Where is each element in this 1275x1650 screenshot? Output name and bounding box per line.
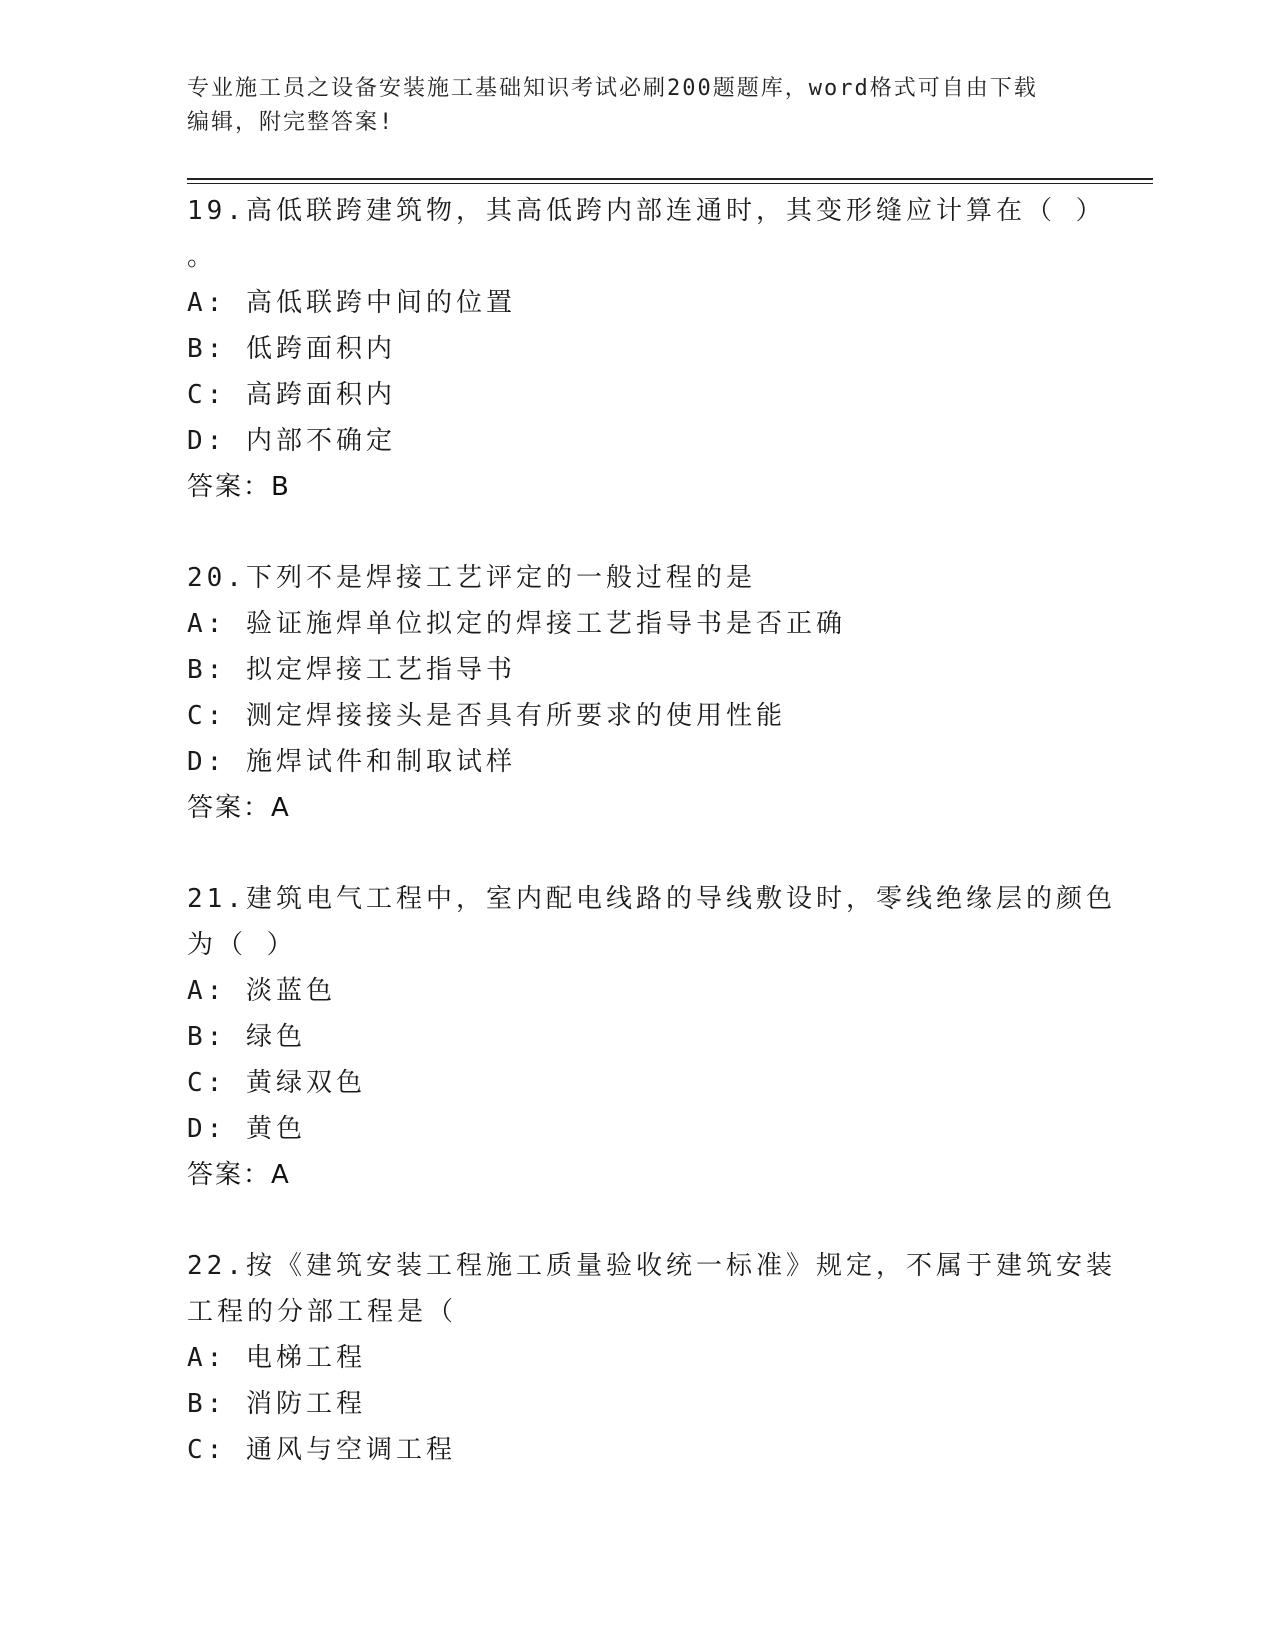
header-line-2: 编辑，附完整答案! (187, 110, 395, 135)
option-b: B: 低跨面积内 (187, 334, 396, 364)
option-a: A: 电梯工程 (187, 1343, 366, 1373)
question-list (187, 188, 1116, 1518)
page-header (187, 72, 1067, 140)
question-stem: 。 (187, 242, 218, 272)
option-c: C: 通风与空调工程 (187, 1435, 456, 1465)
question-21 (187, 876, 1116, 1198)
header-divider (187, 178, 1153, 180)
option-d: D: 内部不确定 (187, 426, 396, 456)
option-c: C: 测定焊接接头是否具有所要求的使用性能 (187, 701, 786, 731)
option-c: C: 黄绿双色 (187, 1068, 366, 1098)
question-stem: 22.按《建筑安装工程施工质量验收统一标准》规定，不属于建筑安装 (187, 1251, 1116, 1281)
answer: 答案：A (187, 1160, 291, 1190)
question-20 (187, 555, 1087, 831)
option-a: A: 高低联跨中间的位置 (187, 288, 516, 318)
question-stem: 20.下列不是焊接工艺评定的一般过程的是 (187, 563, 756, 593)
option-a: A: 验证施焊单位拟定的焊接工艺指导书是否正确 (187, 609, 846, 639)
option-b: B: 绿色 (187, 1022, 306, 1052)
answer: 答案：B (187, 472, 291, 502)
question-stem: 工程的分部工程是（ (187, 1297, 458, 1327)
option-a: A: 淡蓝色 (187, 976, 336, 1006)
header-divider-thin (187, 183, 1153, 184)
option-c: C: 高跨面积内 (187, 380, 396, 410)
option-d: D: 施焊试件和制取试样 (187, 747, 516, 777)
option-d: D: 黄色 (187, 1114, 306, 1144)
question-22 (187, 1243, 1116, 1473)
question-19 (187, 188, 1106, 510)
option-b: B: 消防工程 (187, 1389, 366, 1419)
question-stem: 21.建筑电气工程中，室内配电线路的导线敷设时，零线绝缘层的颜色 (187, 884, 1116, 914)
option-b: B: 拟定焊接工艺指导书 (187, 655, 516, 685)
question-stem: 19.高低联跨建筑物，其高低跨内部连通时，其变形缝应计算在（ ） (187, 196, 1106, 226)
header-line-1: 专业施工员之设备安装施工基础知识考试必刷200题题库，word格式可自由下载 (187, 76, 1038, 101)
question-stem: 为（ ） (187, 930, 297, 960)
answer: 答案：A (187, 793, 291, 823)
